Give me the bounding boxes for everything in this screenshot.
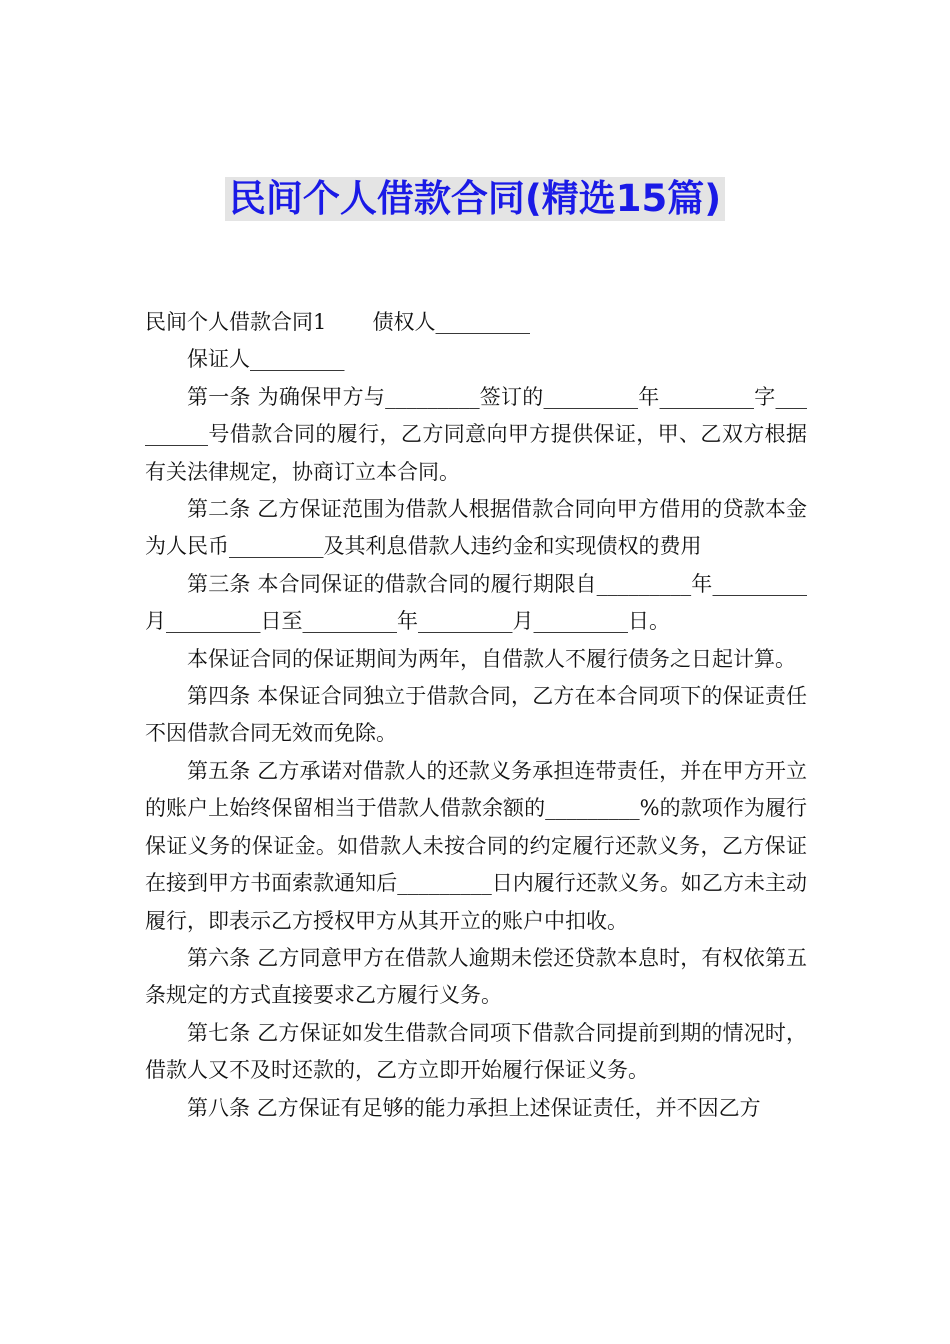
document-title: 民间个人借款合同(精选15篇) <box>225 177 725 221</box>
title-area <box>0 177 950 221</box>
section-heading-line <box>145 304 807 341</box>
guarantor-line: 保证人_________ <box>187 347 345 372</box>
section-heading: 民间个人借款合同1 <box>145 310 327 334</box>
document-body <box>145 304 807 1127</box>
paragraph: 第二条 乙方保证范围为借款人根据借款合同向甲方借用的贷款本金为人民币_________及其利息借款人违约金和实现债权的费用 <box>145 497 807 559</box>
paragraph: 第五条 乙方承诺对借款人的还款义务承担连带责任，并在甲方开立的账户上始终保留相当于借款人借款余额的_________%的款项作为履行保证义务的保证金。如借款人未按合同的约定履行还款义务，乙方保证在接到甲方书面索款通知后_________日内履行还款义务。如乙方未主动履行，即表示乙方授权甲方从其开立的账户中扣收。 <box>145 758 807 933</box>
creditor-line: 债权人_________ <box>372 310 531 334</box>
paragraph: 第八条 乙方保证有足够的能力承担上述保证责任，并不因乙方 <box>187 1095 761 1120</box>
paragraph: 第三条 本合同保证的借款合同的履行期限自_________年_________月_________日至_________年_________月_________日。 <box>145 571 807 634</box>
paragraph: 本保证合同的保证期间为两年，自借款人不履行债务之日起计算。 <box>187 646 796 671</box>
paragraph: 第六条 乙方同意甲方在借款人逾期未偿还贷款本息时，有权依第五条规定的方式直接要求乙方履行义务。 <box>145 945 807 1008</box>
paragraph: 第一条 为确保甲方与_________签订的_________年_________字_________号借款合同的履行，乙方同意向甲方提供保证，甲、乙双方根据有关法律规定，协商订立本合同。 <box>145 384 807 484</box>
paragraph: 第七条 乙方保证如发生借款合同项下借款合同提前到期的情况时，借款人又不及时还款的，乙方立即开始履行保证义务。 <box>145 1020 807 1083</box>
paragraph: 第四条 本保证合同独立于借款合同，乙方在本合同项下的保证责任不因借款合同无效而免除。 <box>145 684 807 746</box>
